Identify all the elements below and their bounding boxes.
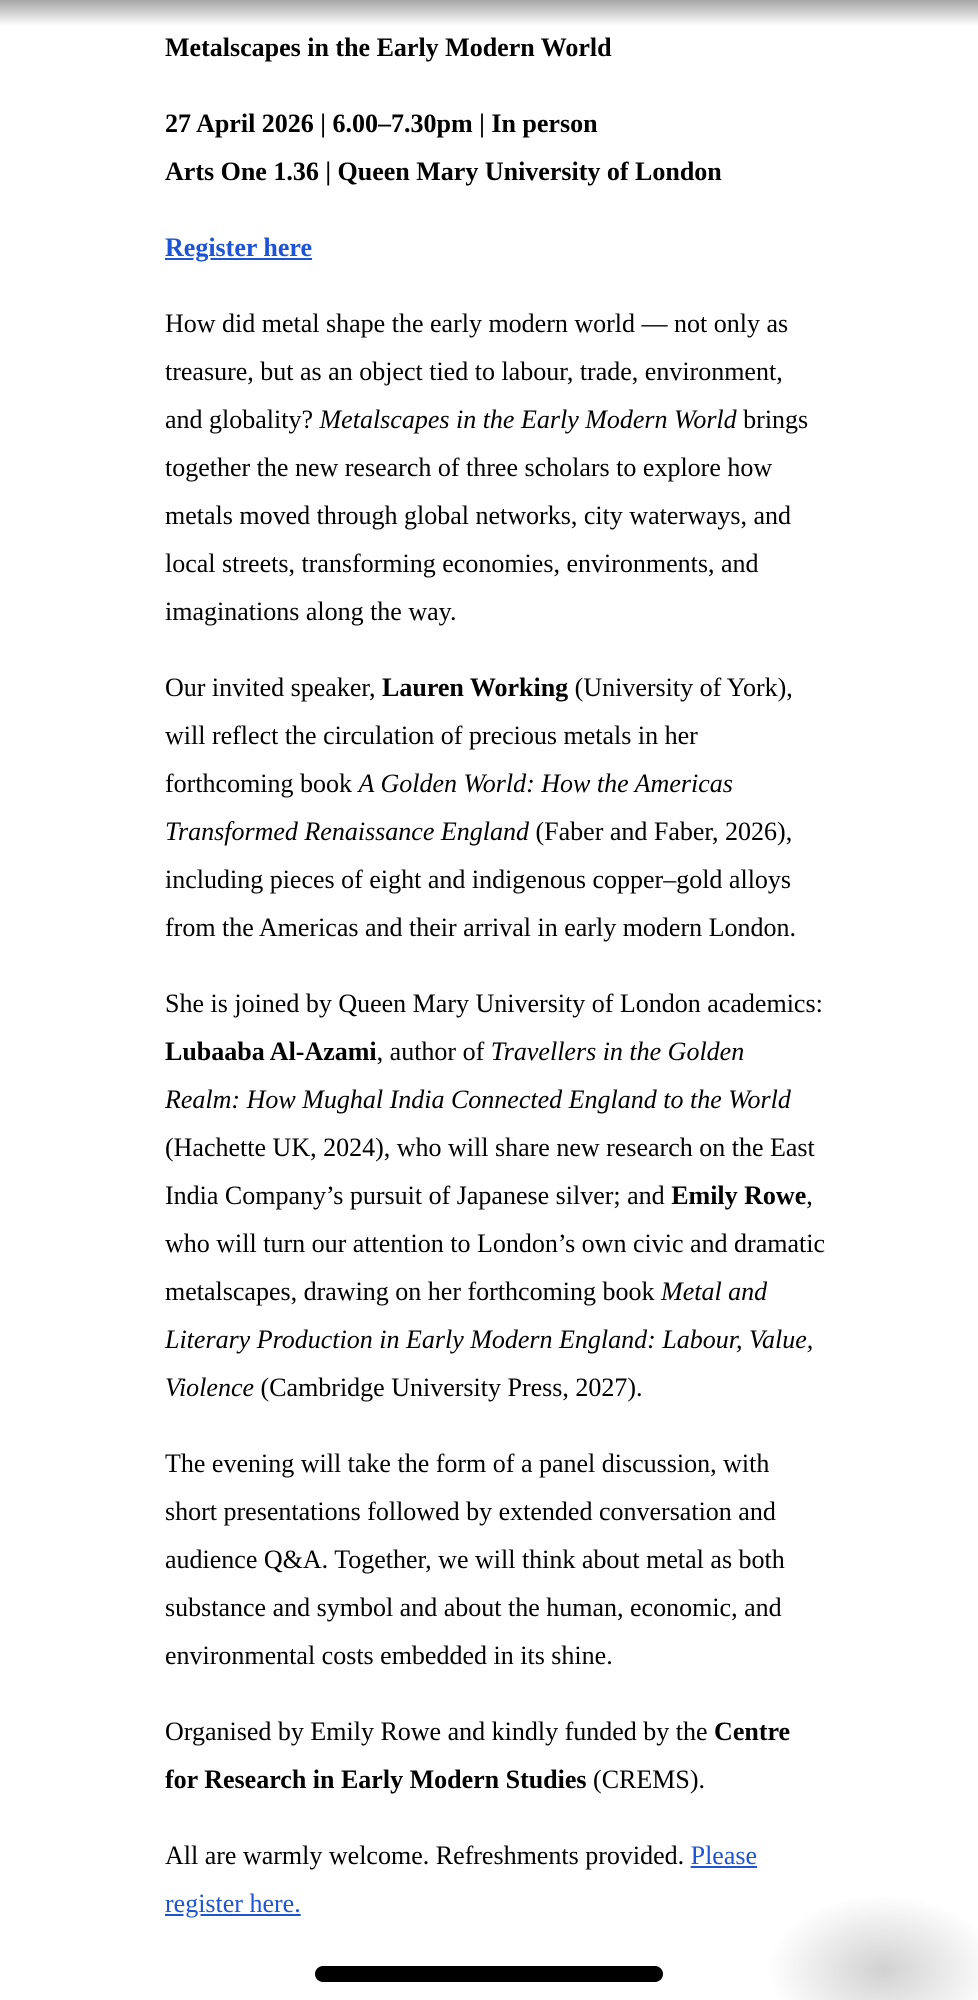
- text-run: for Research in Early Modern Studies: [165, 1765, 587, 1794]
- inline-link[interactable]: Please: [690, 1841, 758, 1870]
- text-line: [165, 1028, 948, 1076]
- text-run: Lubaaba Al-Azami: [165, 1037, 377, 1066]
- paragraph: [165, 300, 948, 636]
- text-run: who will turn our attention to London’s own civic and dramatic: [165, 1229, 825, 1258]
- text-line: [165, 396, 948, 444]
- home-indicator-bar[interactable]: [315, 1966, 663, 1982]
- text-run: short presentations followed by extended conversation and: [165, 1497, 776, 1526]
- text-line: [165, 348, 948, 396]
- text-run: including pieces of eight and indigenous copper–gold alloys: [165, 865, 792, 894]
- text-run: All are warmly welcome. Refreshments provided.: [165, 1841, 691, 1870]
- text-run: She is joined by Queen Mary University of London academics:: [165, 989, 823, 1018]
- text-line: [165, 492, 948, 540]
- text-run: Emily Rowe: [671, 1181, 807, 1210]
- text-line: [165, 1316, 948, 1364]
- text-run: , author of: [376, 1037, 491, 1066]
- register-link[interactable]: Register here: [165, 233, 313, 262]
- text-run: A Golden World: How the Americas: [358, 769, 733, 798]
- event-title: Metalscapes in the Early Modern World: [165, 33, 612, 62]
- text-run: (CREMS).: [586, 1765, 705, 1794]
- text-run: treasure, but as an object tied to labour, trade, environment,: [165, 357, 783, 386]
- text-line: [165, 1536, 948, 1584]
- text-line: [165, 1632, 948, 1680]
- event-description: [165, 300, 948, 1928]
- text-line: [165, 1880, 948, 1928]
- text-run: The evening will take the form of a panel discussion, with: [165, 1449, 770, 1478]
- text-run: (Faber and Faber, 2026),: [529, 817, 793, 846]
- text-run: local streets, transforming economies, environments, and: [165, 549, 759, 578]
- text-run: audience Q&A. Together, we will think about metal as both: [165, 1545, 785, 1574]
- text-run: and globality?: [165, 405, 320, 434]
- text-line: [165, 856, 948, 904]
- text-line: [165, 1708, 948, 1756]
- event-datetime: 27 April 2026 | 6.00–7.30pm | In person: [165, 109, 598, 138]
- text-line: [165, 1172, 948, 1220]
- text-run: Violence: [165, 1373, 255, 1402]
- event-location: Arts One 1.36 | Queen Mary University of London: [165, 157, 722, 186]
- text-line: [165, 760, 948, 808]
- text-line: [165, 1268, 948, 1316]
- text-line: [165, 904, 948, 952]
- text-run: Transformed Renaissance England: [165, 817, 529, 846]
- text-run: How did metal shape the early modern world — not only as: [165, 309, 789, 338]
- text-run: Centre: [714, 1717, 791, 1746]
- text-run: Lauren Working: [382, 673, 569, 702]
- inline-link[interactable]: register here.: [165, 1889, 301, 1918]
- text-line: [165, 980, 948, 1028]
- text-line: [165, 1756, 948, 1804]
- text-line: [165, 1076, 948, 1124]
- text-line: [165, 300, 948, 348]
- text-line: [165, 1124, 948, 1172]
- paragraph: [165, 980, 948, 1412]
- text-run: environmental costs embedded in its shine.: [165, 1641, 613, 1670]
- text-run: Organised by Emily Rowe and kindly funded by the: [165, 1717, 715, 1746]
- text-run: Travellers in the Golden: [490, 1037, 745, 1066]
- text-run: metalscapes, drawing on her forthcoming book: [165, 1277, 662, 1306]
- text-run: India Company’s pursuit of Japanese silver; and: [165, 1181, 672, 1210]
- text-run: Our invited speaker,: [165, 673, 383, 702]
- text-line: [165, 444, 948, 492]
- text-run: Literary Production in Early Modern England: Labour, Value,: [165, 1325, 814, 1354]
- text-run: will reflect the circulation of precious metals in her: [165, 721, 698, 750]
- text-run: (Hachette UK, 2024), who will share new research on the East: [165, 1133, 815, 1162]
- text-run: from the Americas and their arrival in early modern London.: [165, 913, 797, 942]
- text-run: forthcoming book: [165, 769, 359, 798]
- text-line: [165, 1832, 948, 1880]
- text-run: together the new research of three scholars to explore how: [165, 453, 773, 482]
- text-run: Realm: How Mughal India Connected England to the World: [165, 1085, 791, 1114]
- text-line: [165, 540, 948, 588]
- text-run: Metal and: [661, 1277, 768, 1306]
- text-run: imaginations along the way.: [165, 597, 457, 626]
- text-run: (University of York),: [568, 673, 793, 702]
- text-line: [165, 1488, 948, 1536]
- text-line: [165, 1220, 948, 1268]
- text-run: Metalscapes in the Early Modern World: [319, 405, 737, 434]
- text-run: ,: [806, 1181, 813, 1210]
- text-line: [165, 664, 948, 712]
- paragraph: [165, 1832, 948, 1928]
- paragraph: [165, 1708, 948, 1804]
- paragraph: [165, 664, 948, 952]
- text-line: [165, 712, 948, 760]
- text-line: [165, 1584, 948, 1632]
- text-run: metals moved through global networks, city waterways, and: [165, 501, 792, 530]
- paragraph: [165, 1440, 948, 1680]
- text-run: brings: [736, 405, 809, 434]
- text-line: [165, 588, 948, 636]
- text-line: [165, 1440, 948, 1488]
- text-run: (Cambridge University Press, 2027).: [254, 1373, 643, 1402]
- text-line: [165, 1364, 948, 1412]
- text-line: [165, 808, 948, 856]
- text-run: substance and symbol and about the human, economic, and: [165, 1593, 782, 1622]
